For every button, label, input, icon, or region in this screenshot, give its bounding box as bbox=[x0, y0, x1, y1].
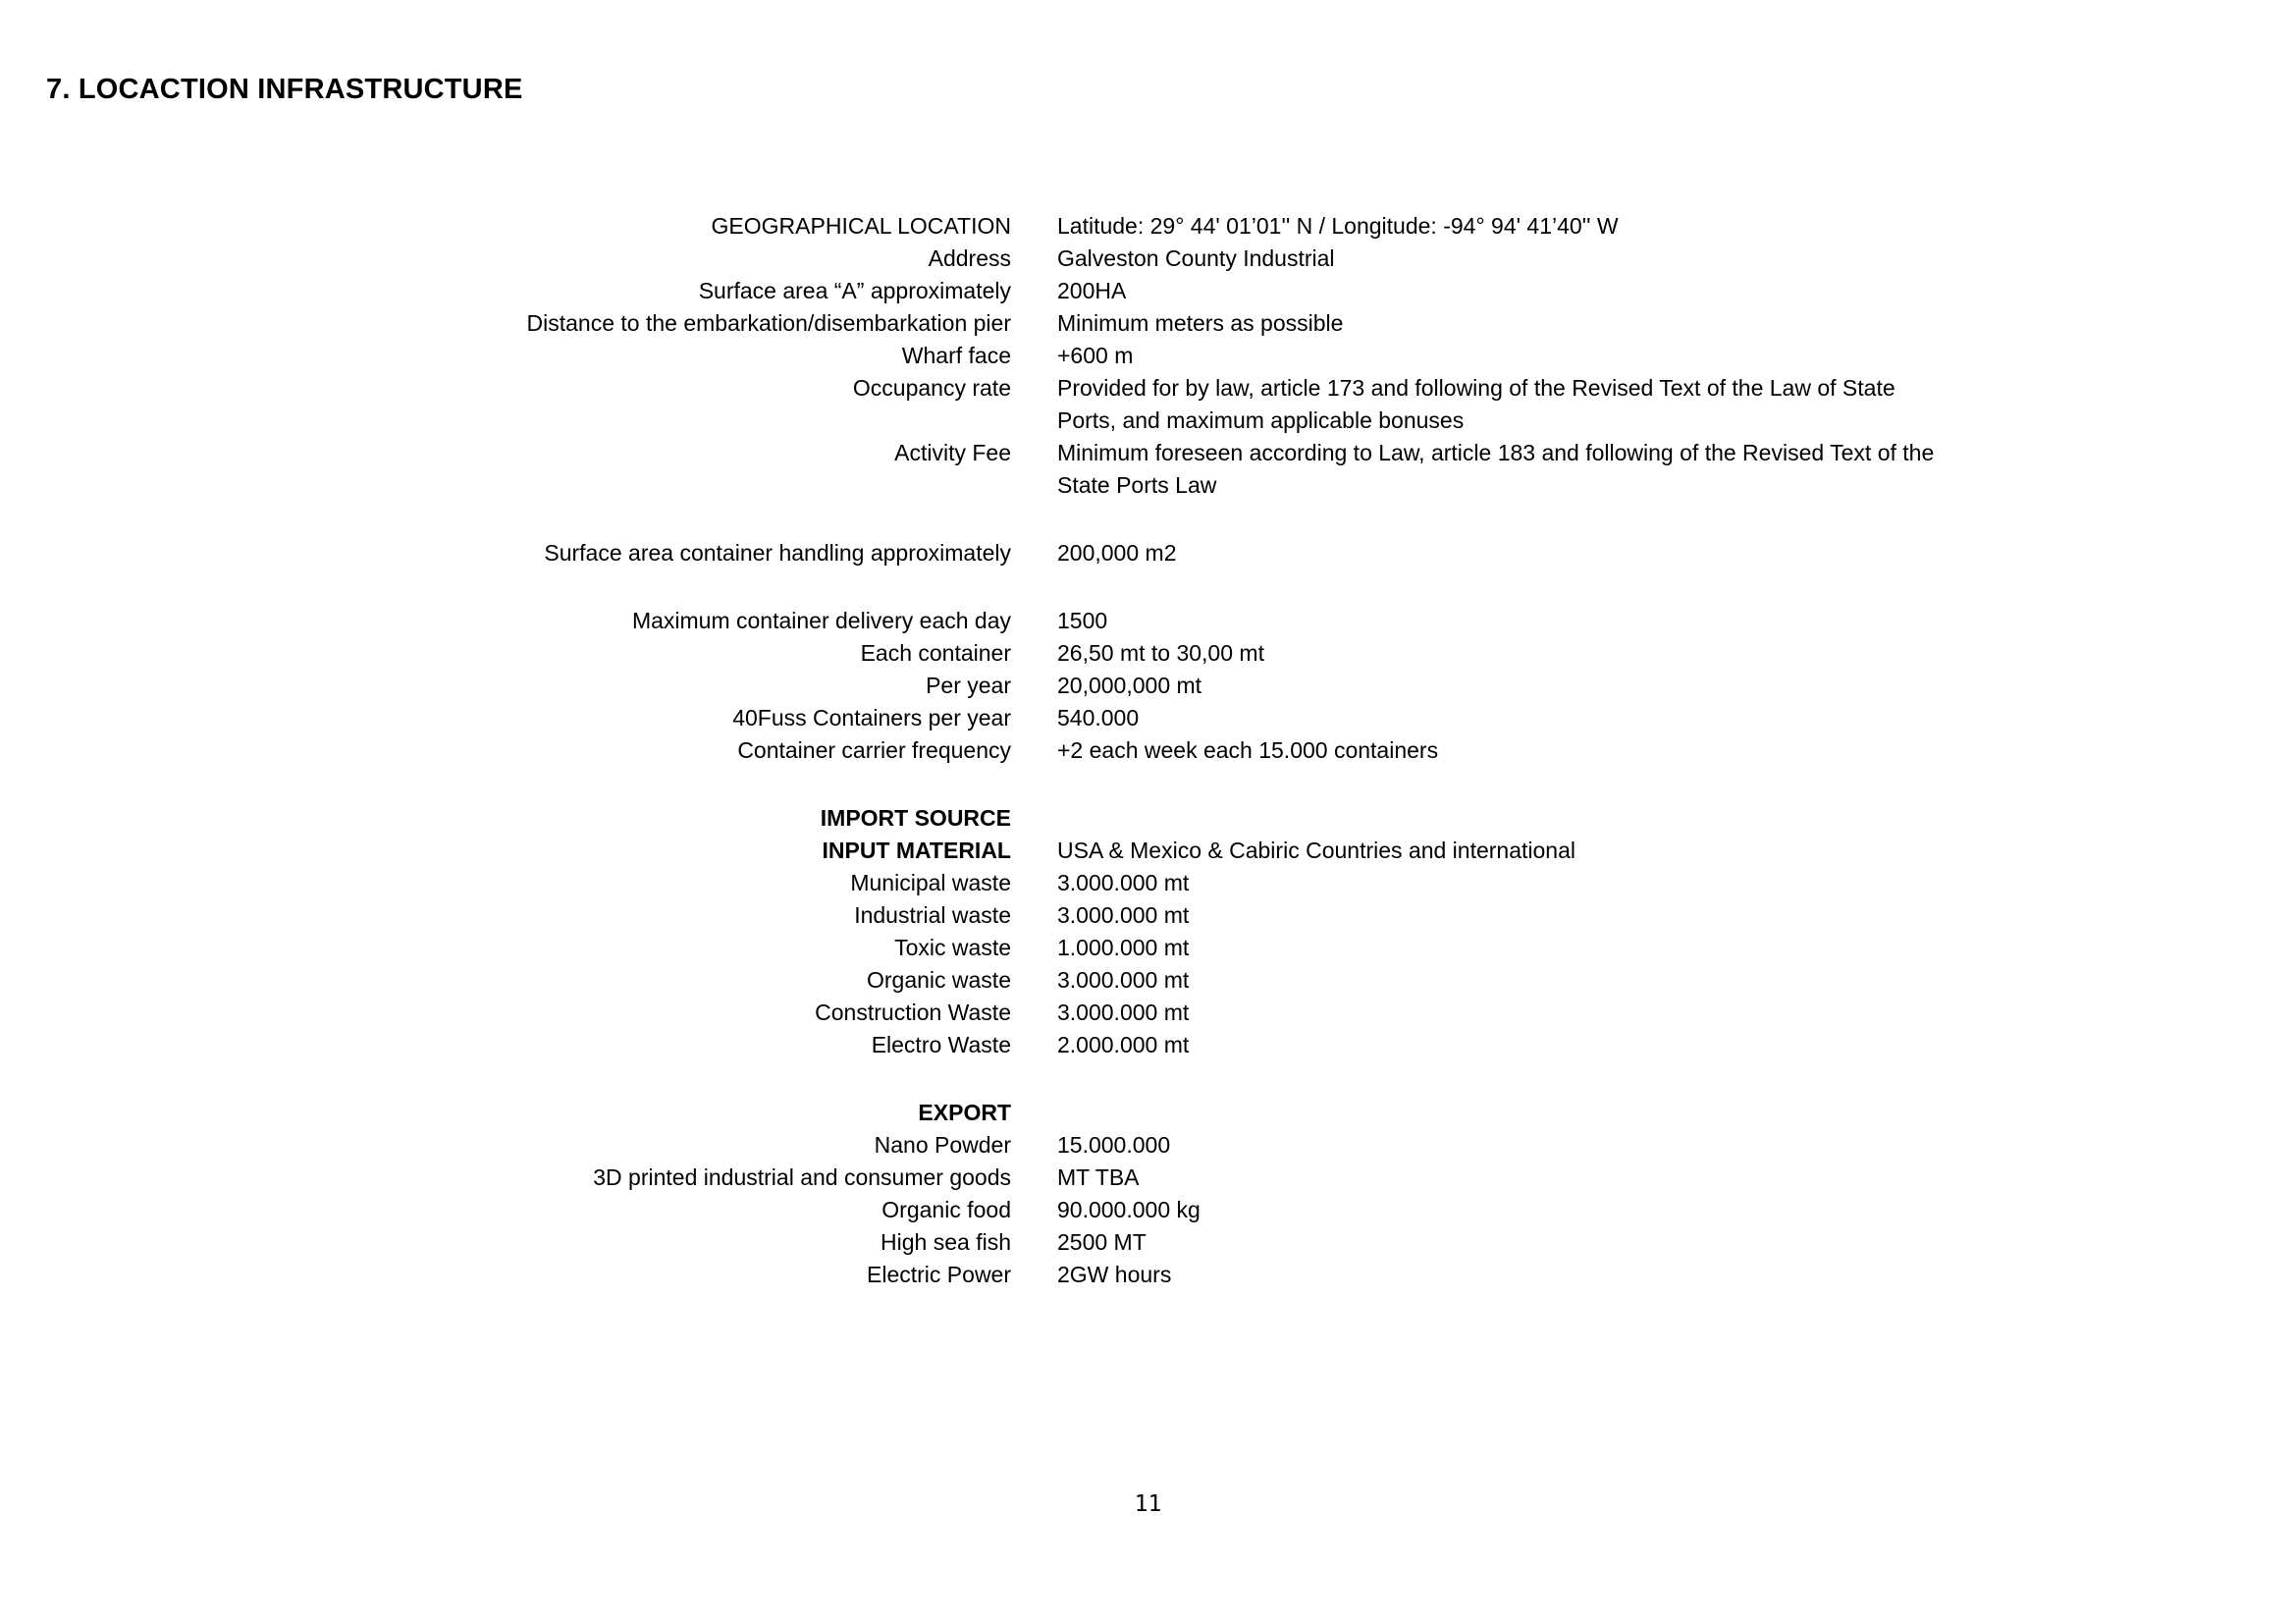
spec-row bbox=[0, 932, 2296, 964]
spec-label: Occupancy rate bbox=[852, 375, 1011, 401]
spec-value: 90.000.000 kg bbox=[1057, 1197, 1201, 1222]
spec-row bbox=[0, 605, 2296, 637]
spec-label: Organic waste bbox=[866, 967, 1011, 993]
spec-row bbox=[0, 437, 2296, 502]
spec-label: Electric Power bbox=[867, 1262, 1011, 1287]
spec-label: Organic food bbox=[881, 1197, 1011, 1222]
spec-table bbox=[0, 210, 2296, 1291]
spec-row bbox=[0, 307, 2296, 340]
spec-value: 540.000 bbox=[1057, 705, 1140, 730]
spec-label: Surface area “A” approximately bbox=[698, 278, 1011, 303]
spec-value: 3.000.000 mt bbox=[1057, 967, 1190, 993]
spec-value: 200,000 m2 bbox=[1057, 540, 1177, 566]
page-title: 7. LOCACTION INFRASTRUCTURE bbox=[46, 74, 523, 105]
spec-row bbox=[0, 997, 2296, 1029]
spec-row bbox=[0, 372, 2296, 437]
spec-row bbox=[0, 243, 2296, 275]
spec-label: Distance to the embarkation/disembarkation pier bbox=[526, 310, 1011, 336]
spec-value: Minimum meters as possible bbox=[1057, 310, 1344, 336]
spec-row bbox=[0, 702, 2296, 734]
spec-value: 200HA bbox=[1057, 278, 1127, 303]
spec-row bbox=[0, 867, 2296, 899]
spec-value: USA & Mexico & Cabiric Countries and international bbox=[1057, 838, 1575, 863]
spec-row bbox=[0, 835, 2296, 867]
section-container-delivery bbox=[0, 605, 2296, 767]
spec-value: Minimum foreseen according to Law, article 183 and following of the Revised Text of the State Ports Law bbox=[1057, 440, 1935, 498]
spec-label: Activity Fee bbox=[894, 440, 1011, 465]
spec-row bbox=[0, 964, 2296, 997]
spec-label: Maximum container delivery each day bbox=[631, 608, 1011, 633]
spec-value: 3.000.000 mt bbox=[1057, 1000, 1190, 1025]
spec-label: 40Fuss Containers per year bbox=[732, 705, 1011, 730]
spec-value: 26,50 mt to 30,00 mt bbox=[1057, 640, 1264, 666]
spec-label: Each container bbox=[860, 640, 1011, 666]
spec-value: MT TBA bbox=[1057, 1164, 1140, 1190]
spec-row bbox=[0, 670, 2296, 702]
spec-row bbox=[0, 802, 2296, 835]
spec-value: 20,000,000 mt bbox=[1057, 673, 1202, 698]
spec-row bbox=[0, 734, 2296, 767]
spec-value: 3.000.000 mt bbox=[1057, 902, 1190, 928]
spec-label: Nano Powder bbox=[874, 1132, 1011, 1158]
spec-row bbox=[0, 899, 2296, 932]
spec-row bbox=[0, 1226, 2296, 1259]
spec-label: Container carrier frequency bbox=[737, 737, 1011, 763]
spec-value: +2 each week each 15.000 containers bbox=[1057, 737, 1439, 763]
spec-row bbox=[0, 637, 2296, 670]
spec-value: Galveston County Industrial bbox=[1057, 245, 1335, 271]
spec-value: Provided for by law, article 173 and following of the Revised Text of the Law of State Ports, and maximum applicable bonuses bbox=[1057, 375, 1896, 433]
spec-label: Construction Waste bbox=[815, 1000, 1011, 1025]
spec-label: Surface area container handling approximately bbox=[544, 540, 1011, 566]
spec-label: Electro Waste bbox=[871, 1032, 1011, 1057]
page-number: 11 bbox=[1134, 1491, 1162, 1517]
spec-value: 2.000.000 mt bbox=[1057, 1032, 1190, 1057]
spec-row bbox=[0, 210, 2296, 243]
spec-value: 1500 bbox=[1057, 608, 1108, 633]
spec-value: 3.000.000 mt bbox=[1057, 870, 1190, 895]
spec-value: 2GW hours bbox=[1057, 1262, 1172, 1287]
spec-label: 3D printed industrial and consumer goods bbox=[593, 1164, 1011, 1190]
spec-row bbox=[0, 340, 2296, 372]
spec-row bbox=[0, 1097, 2296, 1129]
spec-row bbox=[0, 1259, 2296, 1291]
spec-label: EXPORT bbox=[918, 1100, 1011, 1125]
spec-label: High sea fish bbox=[881, 1229, 1011, 1255]
spec-label: INPUT MATERIAL bbox=[822, 838, 1011, 863]
section-export bbox=[0, 1097, 2296, 1291]
spec-row bbox=[0, 1194, 2296, 1226]
spec-label: Toxic waste bbox=[894, 935, 1011, 960]
spec-row bbox=[0, 1162, 2296, 1194]
spec-row bbox=[0, 1029, 2296, 1061]
spec-value: Latitude: 29° 44' 01’01'' N / Longitude: -94° 94' 41’40'' W bbox=[1057, 213, 1619, 239]
section-container-surface bbox=[0, 537, 2296, 569]
spec-row bbox=[0, 537, 2296, 569]
spec-value: 2500 MT bbox=[1057, 1229, 1147, 1255]
spec-label: Wharf face bbox=[901, 343, 1011, 368]
spec-label: Industrial waste bbox=[854, 902, 1011, 928]
spec-label: Per year bbox=[926, 673, 1011, 698]
spec-label: Address bbox=[928, 245, 1011, 271]
spec-label: IMPORT SOURCE bbox=[820, 805, 1011, 831]
section-geographical-location bbox=[0, 210, 2296, 502]
spec-value: +600 m bbox=[1057, 343, 1134, 368]
spec-value: 15.000.000 bbox=[1057, 1132, 1171, 1158]
spec-label: GEOGRAPHICAL LOCATION bbox=[711, 213, 1011, 239]
spec-label: Municipal waste bbox=[850, 870, 1011, 895]
spec-value: 1.000.000 mt bbox=[1057, 935, 1190, 960]
spec-row bbox=[0, 1129, 2296, 1162]
spec-row bbox=[0, 275, 2296, 307]
section-import-source bbox=[0, 802, 2296, 1061]
